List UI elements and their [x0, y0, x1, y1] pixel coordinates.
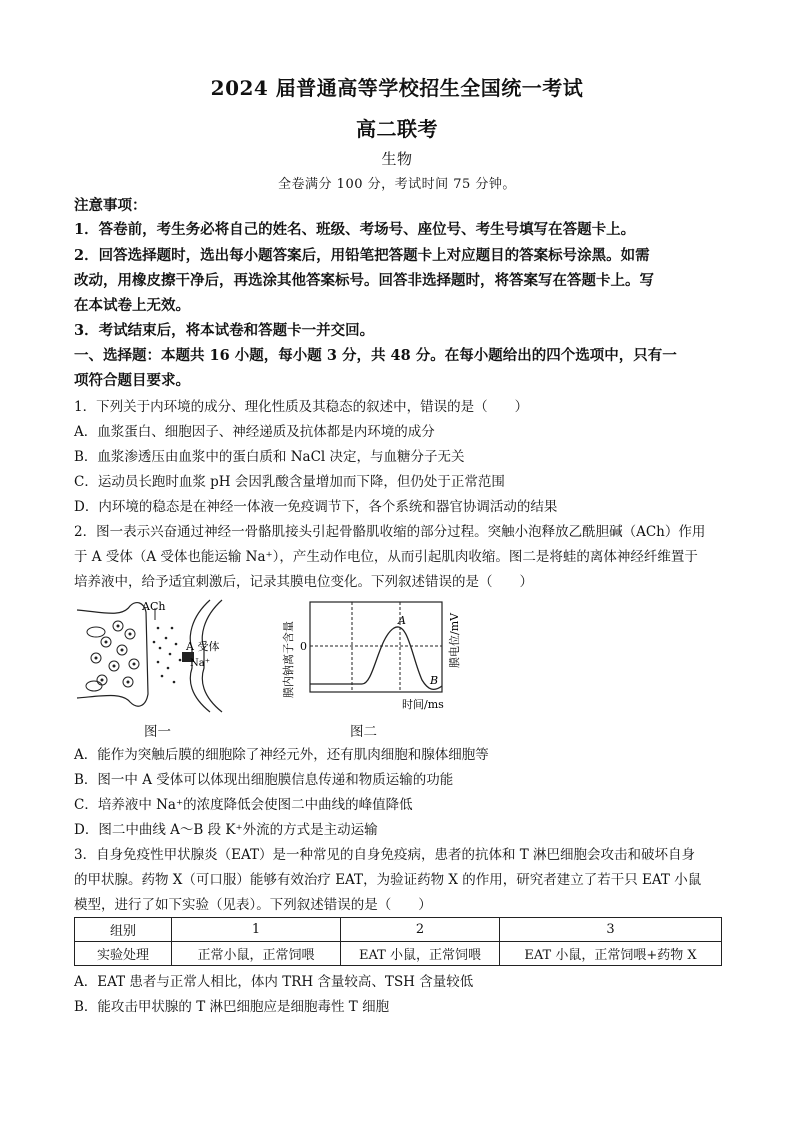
q3-stem-cont: 的甲状腺。药物 X（可口服）能够有效治疗 EAT，为验证药物 X 的作用，研究者建立了若干只 EAT 小鼠: [74, 872, 702, 888]
q1-option-d: D．内环境的稳态是在神经一体液一免疫调节下，各个系统和器官协调活动的结果: [74, 499, 558, 515]
figure-2-potential-graph: [282, 598, 468, 738]
exam-subtitle: 高二联考: [356, 117, 438, 141]
notice-heading: 注意事项：: [74, 197, 147, 214]
section-heading-cont: 项符合题目要求。: [74, 372, 190, 389]
notice-line: 改动，用橡皮擦干净后，再选涂其他答案标号。回答非选择题时，将答案写在答题卡上。写: [74, 272, 654, 289]
notice-line: 1．答卷前，考生务必将自己的姓名、班级、考场号、座位号、考生号填写在答题卡上。: [74, 221, 636, 238]
fig1-ion-label: Na⁺: [190, 658, 210, 669]
fig2-ylabel-left: 膜内钠离子含量: [282, 621, 295, 698]
q2-option-c: C．培养液中 Na⁺的浓度降低会使图二中曲线的峰值降低: [74, 797, 413, 813]
q3-stem-cont: 模型，进行了如下实验（见表）。下列叙述错误的是（ ）: [74, 897, 432, 913]
table-header-cell: 3: [500, 918, 722, 942]
q1-option-a: A．血浆蛋白、细胞因子、神经递质及抗体都是内环境的成分: [74, 424, 435, 440]
table-row: [75, 918, 722, 942]
q1-option-c: C．运动员长跑时血浆 pH 会因乳酸含量增加而下降，但仍处于正常范围: [74, 474, 505, 490]
fig2-xlabel: 时间/ms: [402, 698, 444, 711]
fig2-zero-label: 0: [300, 640, 307, 653]
notice-line: 2．回答选择题时，选出每小题答案后，用铅笔把答题卡上对应题目的答案标号涂黑。如需: [74, 247, 650, 264]
table-cell: 正常小鼠，正常饲喂: [172, 942, 341, 966]
q1-option-b: B．血浆渗透压由血浆中的蛋白质和 NaCl 决定，与血糖分子无关: [74, 449, 465, 465]
fig1-caption: 图一: [144, 724, 171, 740]
section-heading: 一、选择题：本题共 16 小题，每小题 3 分，共 48 分。在每小题给出的四个选项中，只有一: [74, 347, 677, 364]
q2-stem: 2．图一表示兴奋通过神经一骨骼肌接头引起骨骼肌收缩的部分过程。突触小泡释放乙酰胆碱（ACh）作用: [74, 524, 706, 540]
table-row: [75, 942, 722, 966]
notice-line: 3．考试结束后，将本试卷和答题卡一并交回。: [74, 322, 375, 339]
q2-stem-cont: 培养液中，给予适宜刺激后，记录其膜电位变化。下列叙述错误的是（ ）: [74, 574, 533, 590]
experiment-table: [74, 917, 722, 966]
fig2-ylabel-right: 膜电位/mV: [448, 612, 461, 668]
exam-info: 全卷满分 100 分，考试时间 75 分钟。: [278, 177, 516, 192]
q3-option-a: A．EAT 患者与正常人相比，体内 TRH 含量较高、TSH 含量较低: [74, 974, 474, 990]
table-cell: EAT 小鼠，正常饲喂: [341, 942, 500, 966]
fig2-caption: 图二: [350, 724, 377, 740]
exam-title: 2024 届普通高等学校招生全国统一考试: [210, 76, 584, 100]
q2-option-b: B．图一中 A 受体可以体现出细胞膜信息传递和物质运输的功能: [74, 772, 454, 788]
q3-option-b: B．能攻击甲状腺的 T 淋巴细胞应是细胞毒性 T 细胞: [74, 999, 390, 1015]
subject-label: 生物: [381, 150, 413, 168]
fig1-ach-label: ACh: [142, 600, 166, 613]
fig2-point-a: A: [398, 614, 406, 627]
fig1-receptor-label: A 受体: [186, 640, 220, 653]
q2-stem-cont: 于 A 受体（A 受体也能运输 Na⁺），产生动作电位，从而引起肌肉收缩。图二是将蛙的离体神经纤维置于: [74, 549, 698, 565]
q2-option-a: A．能作为突触后膜的细胞除了神经元外，还有肌肉细胞和腺体细胞等: [74, 747, 489, 763]
q1-stem: 1．下列关于内环境的成分、理化性质及其稳态的叙述中，错误的是（ ）: [74, 399, 529, 415]
table-header-cell: 1: [172, 918, 341, 942]
table-header-cell: 2: [341, 918, 500, 942]
table-header-cell: 组别: [75, 918, 172, 942]
fig2-point-b: B: [430, 674, 439, 687]
table-cell: 实验处理: [75, 942, 172, 966]
q3-stem: 3．自身免疫性甲状腺炎（EAT）是一种常见的自身免疫病，患者的抗体和 T 淋巴细胞会攻击和破坏自身: [74, 847, 696, 863]
figure-1-synapse-diagram: [72, 598, 262, 714]
table-cell: EAT 小鼠，正常饲喂+药物 X: [500, 942, 722, 966]
notice-line: 在本试卷上无效。: [74, 297, 190, 314]
q2-option-d: D．图二中曲线 A～B 段 K⁺外流的方式是主动运输: [74, 822, 378, 838]
